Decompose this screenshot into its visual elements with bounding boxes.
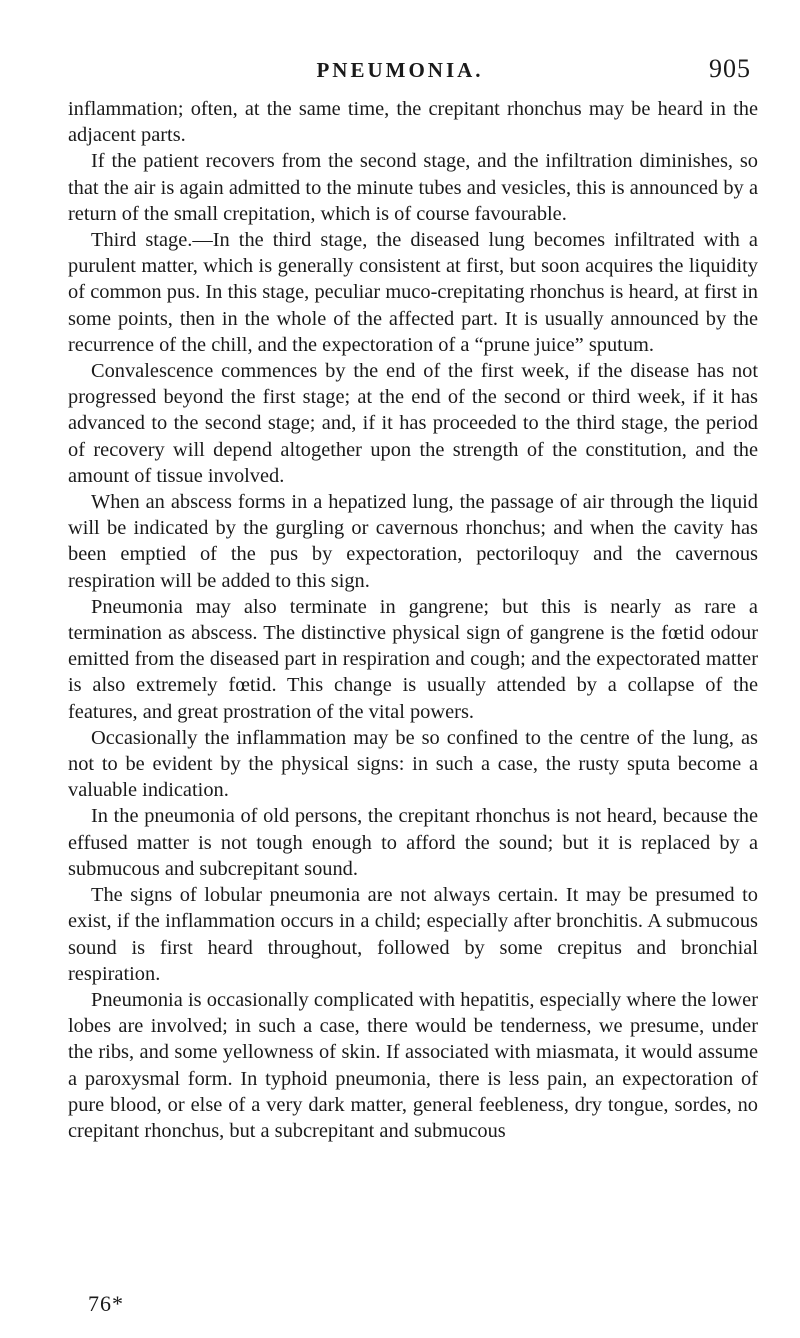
paragraph: Pneumonia may also terminate in gangrene; but this is nearly as rare a termination as abscess. The distinctive physical sign of gangrene is the fœtid odour emitted from the diseased part in respiration and cough; and the expectorated matter is also extremely fœtid. This change is usually attended by a collapse of the features, and great prostration of the vital powers. (68, 595, 758, 723)
running-title: PNEUMONIA. (316, 58, 484, 82)
page-number: 905 (709, 54, 751, 83)
paragraph: Convalescence commences by the end of the first week, if the disease has not progressed beyond the first stage; at the end of the second or third week, if it has advanced to the second stage; and, if it has proceeded to the third stage, the period of recovery will depend altogether upon the strength of the constitution, and the amount of tissue involved. (68, 360, 758, 487)
paragraph: When an abscess forms in a hepatized lung, the passage of air through the liquid will be indicated by the gurgling or cavernous rhonchus; and when the cavity has been emptied of the pus by expectoration, pectoriloquy and the cavernous respiration will be added to this sign. (68, 491, 758, 592)
page-header (0, 54, 800, 98)
paragraph: The signs of lobular pneumonia are not always certain. It may be presumed to exist, if the inflammation occurs in a child; especially after bronchitis. A submucous sound is first heard throughout, followed by some crepitus and bronchial respiration. (68, 884, 758, 985)
paragraph: Third stage.—In the third stage, the diseased lung becomes infiltrated with a purulent matter, which is generally consistent at first, but soon acquires the liquidity of common pus. In this stage, peculiar muco-crepitating rhonchus is heard, at first in some points, then in the whole of the affected part. It is usually announced by the recurrence of the chill, and the expectoration of a “prune juice” sputum. (68, 229, 758, 356)
body-text (68, 96, 758, 1144)
paragraph: Occasionally the inflammation may be so confined to the centre of the lung, as not to be evident by the physical signs: in such a case, the rusty sputa become a valuable indication. (68, 726, 758, 802)
paragraph: inflammation; often, at the same time, the crepitant rhonchus may be heard in the adjacent parts. (68, 98, 758, 147)
paragraph: If the patient recovers from the second stage, and the infiltration diminishes, so that the air is again admitted to the minute tubes and vesicles, this is announced by a return of the small crepitation, which is of course favourable. (68, 150, 758, 225)
paragraph: In the pneumonia of old persons, the crepitant rhonchus is not heard, because the effused matter is not tough enough to afford the sound; but it is replaced by a submucous and subcrepitant sound. (68, 805, 758, 880)
signature-mark: 76* (88, 1291, 124, 1316)
paragraph: Pneumonia is occasionally complicated with hepatitis, especially where the lower lobes are involved; in such a case, there would be tenderness, we presume, under the ribs, and some yellowness of skin. If associated with miasmata, it would assume a paroxysmal form. In typhoid pneumonia, there is less pain, an expectoration of pure blood, or else of a very dark matter, general feebleness, dry tongue, sordes, no crepitant rhonchus, but a subcrepitant and submucous (68, 988, 758, 1142)
